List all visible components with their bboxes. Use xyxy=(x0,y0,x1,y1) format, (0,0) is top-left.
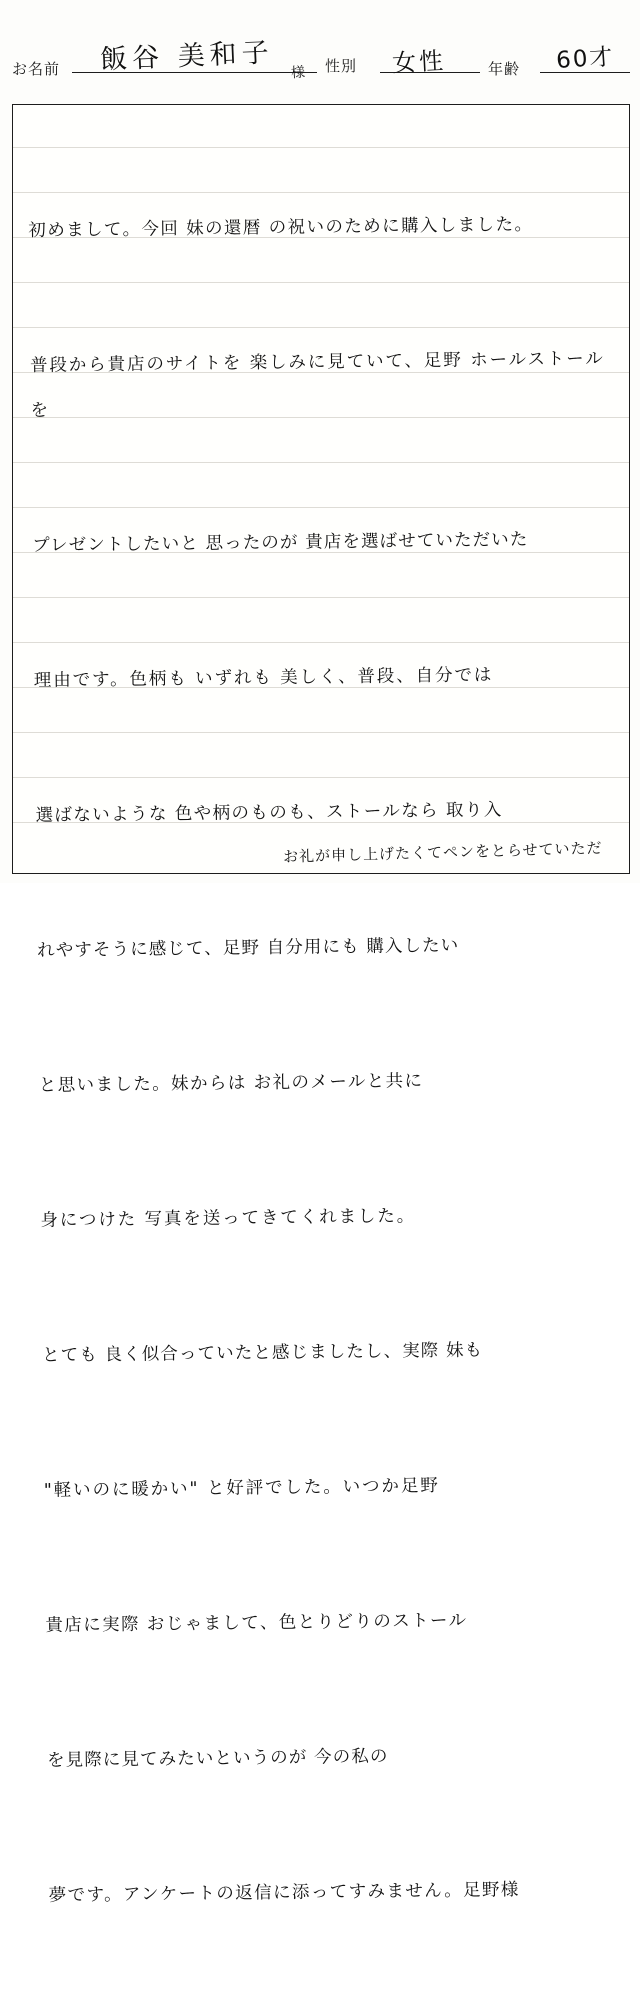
name-field-label: お名前 xyxy=(12,61,61,78)
card-header xyxy=(0,0,640,92)
message-line: 理由です。色柄も いずれも 美しく、普段、自分では xyxy=(33,665,494,691)
message-line: プレゼントしたいと 思ったのが 貴店を選ばせていただいた xyxy=(32,529,529,556)
sex-field-label: 性別 xyxy=(325,58,358,75)
message-body-box xyxy=(12,104,630,1906)
age-field-label: 年齢 xyxy=(488,61,521,78)
age-field-value: 60才 xyxy=(555,43,616,74)
handwritten-message xyxy=(27,112,640,2009)
honorific-label: 様 xyxy=(290,63,307,81)
sex-field-value: 女性 xyxy=(391,46,447,78)
message-line: れやすそうに感じて、足野 自分用にも 購入したい xyxy=(37,935,460,961)
message-line: 普段から貴店のサイトを 楽しみに見ていて、足野 ホールストールを xyxy=(29,348,605,421)
message-line: 貴店に実際 おじゃまして、色とりどりのストール xyxy=(45,1610,468,1636)
footer-note: お礼が申し上げたくてペンをとらせていただ xyxy=(282,838,603,866)
message-line: "軽いのに暖かい" と好評でした。いつか足野 xyxy=(43,1476,440,1501)
message-line: と思いました。妹からは お礼のメールと共に xyxy=(38,1071,424,1096)
message-line: を見際に見てみたいというのが 今の私の xyxy=(46,1746,389,1771)
message-line: 初めまして。今回 妹の還暦 の祝いのために購入しました。 xyxy=(28,214,534,241)
message-line: とても 良く似合っていたと感じましたし、実際 妹も xyxy=(41,1340,484,1366)
message-line: 身につけた 写真を送ってきてくれました。 xyxy=(40,1206,417,1231)
name-field-value: 飯谷 美和子 xyxy=(99,37,275,76)
message-line: 夢です。アンケートの返信に添ってすみません。足野様 xyxy=(48,1880,520,1906)
message-line: 選ばないような 色や柄のものも、ストールなら 取り入 xyxy=(35,800,503,826)
